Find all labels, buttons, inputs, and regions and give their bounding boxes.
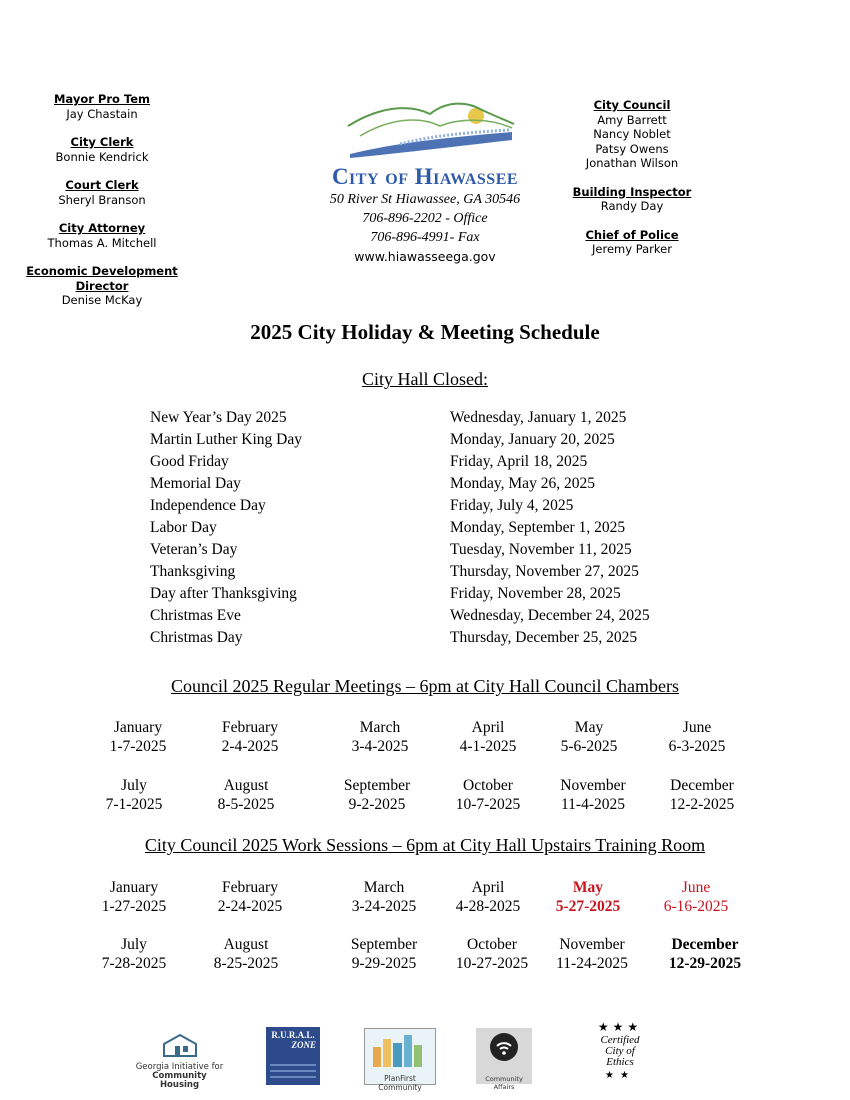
meeting-date: 3-4-2025 (351, 738, 409, 755)
regular-meetings-grid (0, 718, 850, 818)
meeting-month: February (222, 879, 278, 896)
meeting-cell (186, 776, 306, 814)
meeting-cell (645, 935, 765, 973)
meeting-cell (74, 878, 194, 916)
logo-caption: PlanFirst Community (378, 1074, 422, 1092)
holiday-name: Good Friday (150, 453, 229, 470)
official-name: Bonnie Kendrick (55, 149, 149, 164)
logo-caption: Ethics (606, 1056, 634, 1068)
city-name: City of Hiawassee (331, 164, 519, 189)
regular-meetings-heading: Council 2025 Regular Meetings – 6pm at City Hall Council Chambers (171, 676, 679, 696)
meeting-date: 5-6-2025 (560, 738, 618, 755)
right-officials (552, 98, 712, 257)
meeting-month: November (560, 777, 626, 794)
stars-icon: ★★ (605, 1070, 635, 1081)
holiday-date: Friday, April 18, 2025 (450, 453, 588, 470)
meeting-cell (324, 878, 444, 916)
meeting-month: October (463, 777, 513, 794)
holiday-date: Thursday, December 25, 2025 (450, 629, 638, 646)
meeting-month: July (121, 777, 147, 794)
holiday-row (150, 497, 710, 519)
meeting-month: April (471, 719, 505, 736)
holiday-date: Monday, September 1, 2025 (450, 519, 626, 536)
meeting-cell (317, 776, 437, 814)
phone-office: 706-896-2202 - Office (362, 211, 488, 226)
closed-heading: City Hall Closed: (362, 369, 488, 389)
meeting-cell (190, 718, 310, 756)
meeting-month: September (350, 936, 418, 953)
holiday-name: Martin Luther King Day (150, 431, 302, 448)
meeting-date: 5-27-2025 (555, 898, 621, 915)
meeting-month: January (113, 719, 163, 736)
meeting-cell (190, 878, 310, 916)
official-title: City Attorney (58, 221, 146, 235)
meeting-month: January (109, 879, 159, 896)
official-title: Building Inspector (572, 184, 692, 199)
official-name: Nancy Noblet (593, 127, 671, 141)
official-city-attorney (22, 221, 182, 250)
meeting-month: March (363, 879, 405, 896)
meeting-date: 8-25-2025 (213, 955, 279, 972)
planfirst-logo (364, 1028, 436, 1092)
official-city-council (552, 98, 712, 171)
certified-city-ethics-logo (575, 1020, 665, 1086)
official-economic-development (22, 264, 182, 308)
meeting-cell (636, 878, 756, 916)
broadband-ready-logo (476, 1028, 532, 1091)
meeting-month: May (572, 879, 604, 896)
meeting-month: December (671, 936, 739, 953)
official-court-clerk (22, 178, 182, 207)
meeting-month: August (223, 936, 269, 953)
logo-caption: Community Housing (152, 1071, 207, 1090)
meeting-cell (74, 935, 194, 973)
house-icon (160, 1032, 200, 1058)
logo-caption: Certified (600, 1034, 640, 1046)
official-mayor-pro-tem (22, 92, 182, 121)
meeting-month: August (223, 777, 269, 794)
holiday-date: Tuesday, November 11, 2025 (450, 541, 632, 558)
holiday-date: Friday, July 4, 2025 (450, 497, 574, 514)
meeting-cell (320, 718, 440, 756)
left-officials (22, 92, 182, 308)
meeting-date: 2-4-2025 (221, 738, 279, 755)
work-sessions-grid (0, 878, 850, 978)
meeting-month: October (467, 936, 517, 953)
holiday-row (150, 409, 710, 431)
meeting-cell (637, 718, 757, 756)
meeting-date: 7-1-2025 (105, 796, 163, 813)
logo-caption: Community Affairs (485, 1075, 523, 1091)
official-chief-of-police (552, 228, 712, 257)
holiday-row (150, 585, 710, 607)
official-name: Sheryl Branson (58, 192, 146, 207)
phone-fax: 706-896-4991- Fax (370, 230, 480, 245)
meeting-cell (528, 878, 648, 916)
meeting-cell (428, 776, 548, 814)
official-name: Jonathan Wilson (585, 156, 679, 170)
wifi-icon (489, 1032, 519, 1062)
meeting-date: 10-7-2025 (455, 796, 521, 813)
holiday-row (150, 541, 710, 563)
meeting-month: September (343, 777, 411, 794)
official-city-clerk (22, 135, 182, 164)
work-sessions-heading: City Council 2025 Work Sessions – 6pm at City Hall Upstairs Training Room (144, 835, 706, 855)
meeting-month: November (559, 936, 625, 953)
meeting-month: April (471, 879, 505, 896)
georgia-initiative-logo (132, 1032, 227, 1090)
meeting-cell (642, 776, 762, 814)
holiday-name: Labor Day (150, 519, 217, 536)
official-name: Jeremy Parker (592, 242, 672, 256)
official-name: Patsy Owens (595, 141, 669, 156)
address: 50 River St Hiawassee, GA 30546 (329, 192, 521, 207)
meeting-month: December (670, 777, 734, 794)
meeting-date: 1-7-2025 (109, 738, 167, 755)
meeting-date: 6-16-2025 (663, 898, 729, 915)
meeting-cell (533, 776, 653, 814)
holiday-name: Christmas Day (150, 629, 243, 646)
holiday-name: New Year’s Day 2025 (150, 409, 287, 426)
meeting-date: 11-4-2025 (561, 796, 625, 813)
meeting-cell (532, 935, 652, 973)
meeting-cell (324, 935, 444, 973)
holiday-name: Day after Thanksgiving (150, 585, 297, 602)
holiday-row (150, 475, 710, 497)
meeting-cell (186, 935, 306, 973)
meeting-date: 10-27-2025 (455, 955, 529, 972)
meeting-cell (74, 776, 194, 814)
logo-caption: City of (605, 1045, 635, 1057)
meeting-cell (529, 718, 649, 756)
official-name: Randy Day (600, 199, 664, 213)
holiday-row (150, 629, 710, 651)
meeting-date: 8-5-2025 (217, 796, 275, 813)
holiday-row (150, 607, 710, 629)
meeting-month: March (359, 719, 401, 736)
holiday-date: Friday, November 28, 2025 (450, 585, 621, 602)
official-name: Denise McKay (61, 293, 143, 307)
holiday-date: Monday, May 26, 2025 (450, 475, 595, 492)
official-title: City Council (593, 98, 671, 112)
meeting-date: 4-1-2025 (459, 738, 517, 755)
official-name: Thomas A. Mitchell (47, 235, 157, 250)
official-building-inspector (552, 185, 712, 214)
mountains-icon (340, 96, 520, 164)
meeting-date: 12-2-2025 (669, 796, 735, 813)
meeting-date: 9-2-2025 (348, 796, 406, 813)
page-title: 2025 City Holiday & Meeting Schedule (250, 320, 600, 344)
logo-caption: ZONE (291, 1040, 316, 1050)
holiday-row (150, 563, 710, 585)
holiday-name: Memorial Day (150, 475, 241, 492)
official-title: Chief of Police (585, 227, 679, 242)
meeting-month: May (574, 719, 604, 736)
official-title: Mayor Pro Tem (53, 92, 151, 106)
meeting-month: June (682, 719, 712, 736)
website-link[interactable]: www.hiawasseega.gov (354, 249, 496, 264)
holiday-date: Wednesday, January 1, 2025 (450, 409, 627, 426)
footer-logos (0, 1020, 850, 1090)
logo-caption: Georgia Initiative for (135, 1062, 224, 1072)
meeting-date: 7-28-2025 (101, 955, 167, 972)
meeting-month: July (121, 936, 147, 953)
meeting-date: 1-27-2025 (101, 898, 167, 915)
meeting-date: 12-29-2025 (668, 955, 742, 972)
meeting-date: 3-24-2025 (351, 898, 417, 915)
meeting-cell (78, 718, 198, 756)
holiday-row (150, 453, 710, 475)
official-title-line: Director (75, 278, 129, 293)
official-title-line: Economic Development (26, 264, 178, 278)
address-block (300, 190, 550, 266)
holiday-name: Thanksgiving (150, 563, 236, 580)
holiday-row (150, 431, 710, 453)
city-logo (340, 96, 520, 164)
holiday-date: Thursday, November 27, 2025 (450, 563, 639, 580)
official-name: Jay Chastain (66, 106, 138, 121)
meeting-date: 4-28-2025 (455, 898, 521, 915)
official-title: City Clerk (70, 135, 134, 149)
rural-zone-logo (266, 1027, 320, 1085)
holiday-list (150, 409, 710, 651)
meeting-date: 6-3-2025 (668, 738, 726, 755)
official-title: Court Clerk (65, 178, 139, 192)
holiday-name: Veteran’s Day (150, 541, 238, 558)
holiday-row (150, 519, 710, 541)
meeting-date: 2-24-2025 (217, 898, 283, 915)
meeting-date: 11-24-2025 (556, 955, 628, 972)
official-name: Amy Barrett (597, 112, 667, 127)
holiday-date: Monday, January 20, 2025 (450, 431, 615, 448)
meeting-month: February (222, 719, 278, 736)
stars-icon: ★★★ (597, 1020, 643, 1034)
meeting-date: 9-29-2025 (351, 955, 417, 972)
city-skyline-icon (365, 1029, 435, 1069)
holiday-date: Wednesday, December 24, 2025 (450, 607, 650, 624)
logo-caption: R.U.R.A.L. (271, 1030, 315, 1040)
meeting-month: June (681, 879, 711, 896)
holiday-name: Christmas Eve (150, 607, 241, 624)
holiday-name: Independence Day (150, 497, 266, 514)
